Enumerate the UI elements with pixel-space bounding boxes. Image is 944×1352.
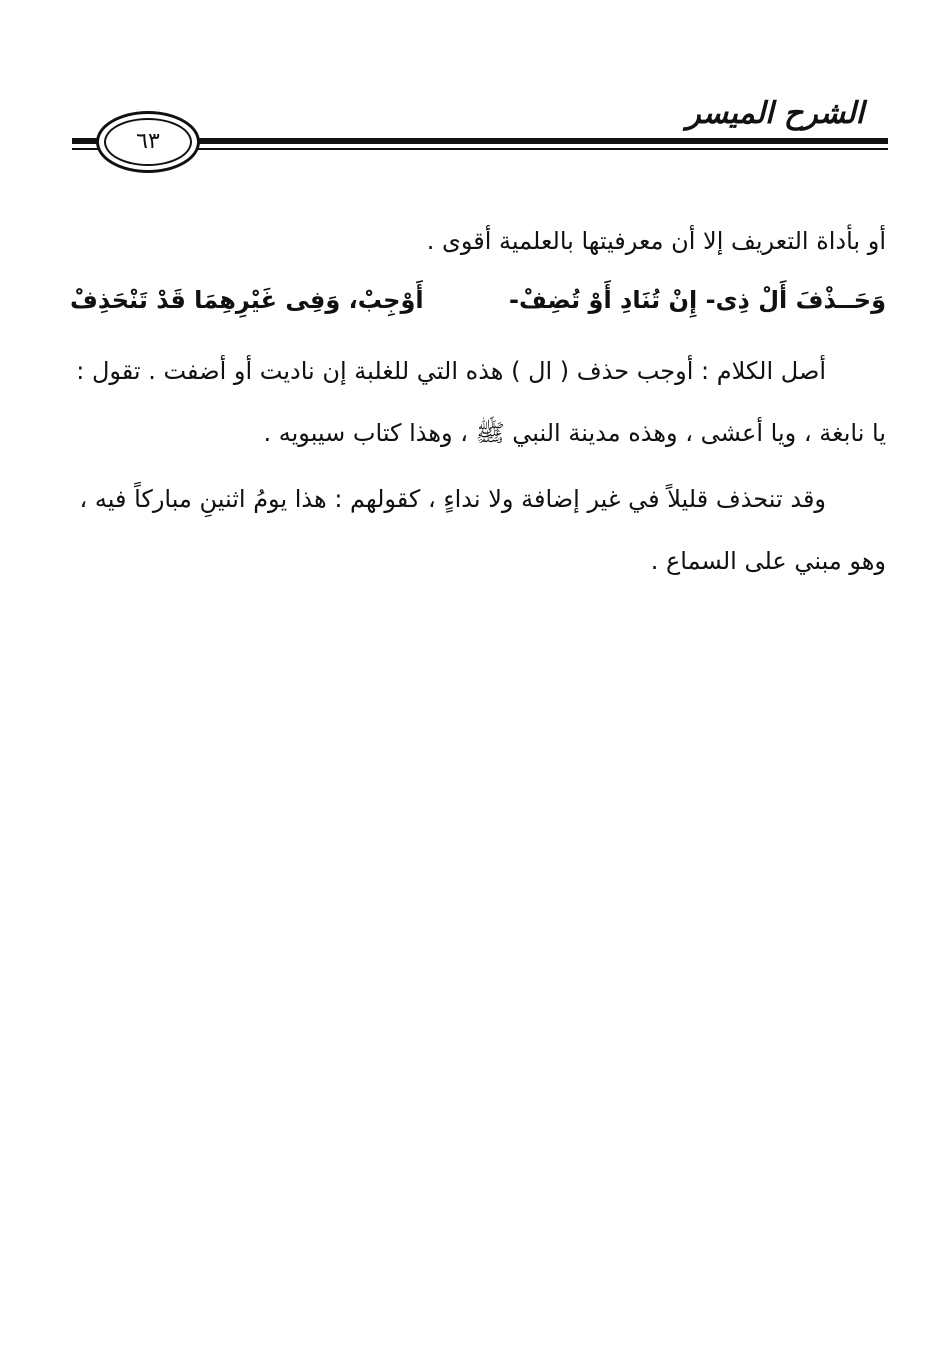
page-number: ٦٣	[136, 129, 160, 154]
page-header	[0, 0, 944, 200]
verse-hemistich-first: وَحَــذْفَ أَلْ ذِى- إِنْ تُنَادِ أَوْ تُضِفْ-	[508, 286, 886, 314]
poem-verse	[70, 272, 886, 328]
explanation-paragraph: أصل الكلام : أوجب حذف ( ال ) هذه التي للغلبة إن ناديت أو أضفت . تقول : يا نابغة ، ويا أعشى ، وهذه مدينة النبي ﷺ ، وهذا كتاب سيبويه .	[76, 357, 886, 447]
verse-hemistich-second: أَوْجِبْ، وَفِى غَيْرِهِمَا قَدْ تَنْحَذِفْ	[70, 286, 424, 314]
book-title: الشرح الميسر	[686, 96, 864, 131]
note-paragraph: وقد تنحذف قليلاً في غير إضافة ولا نداءٍ ، كقولهم : هذا يومُ اثنينِ مباركاً فيه ، وهو مبني على السماع .	[79, 485, 886, 575]
page-body	[70, 210, 886, 592]
intro-line: أو بأداة التعريف إلا أن معرفيتها بالعلمية أقوى .	[426, 227, 886, 255]
